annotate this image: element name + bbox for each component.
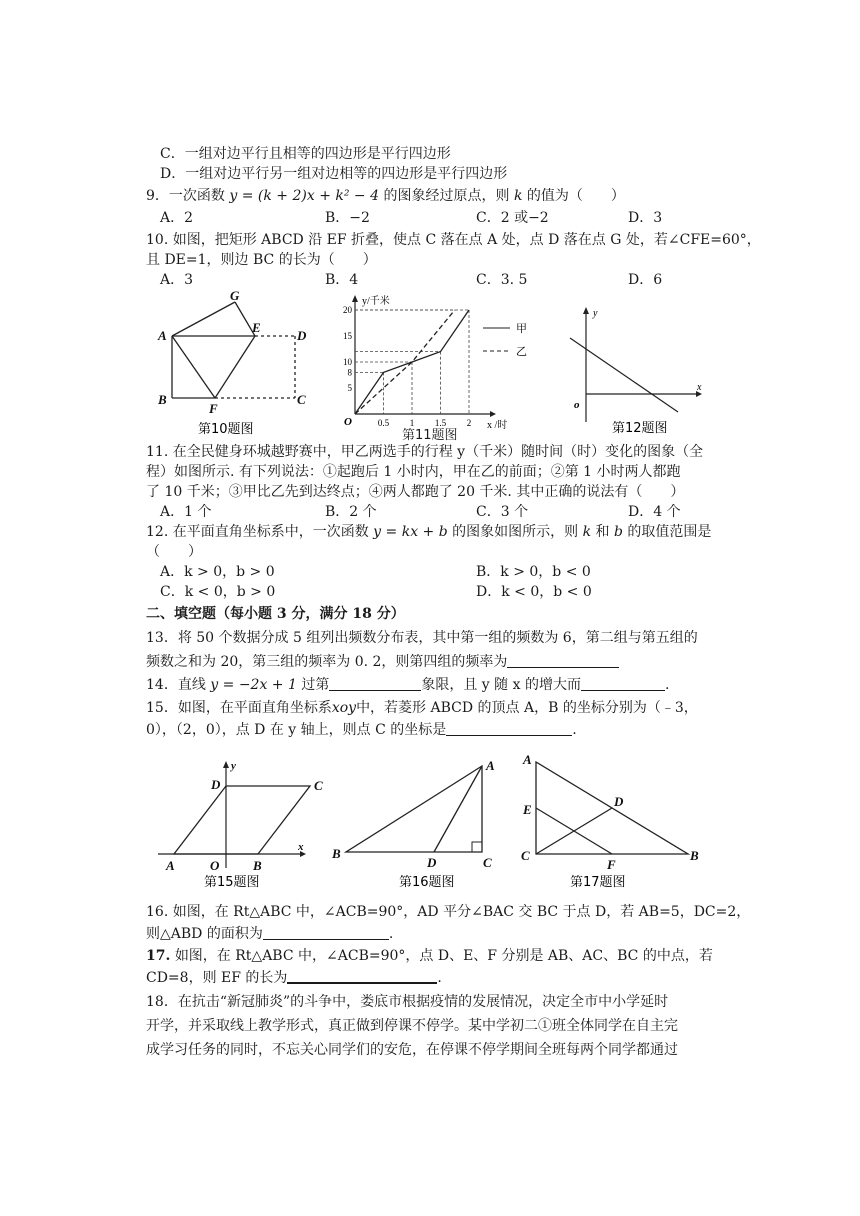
- fig12-y-arrow: [583, 307, 589, 314]
- fig11-x-arrow: [490, 411, 496, 417]
- q12-pre: 12. 在平面直角坐标系中，一次函数: [146, 524, 369, 540]
- q10-option-a: A．3: [160, 272, 194, 288]
- q14-pre: 14．直线: [146, 677, 206, 693]
- q12-post: 的取值范围是: [627, 524, 712, 540]
- fig11-xtick-label: 1: [409, 418, 415, 428]
- q14-end: .: [664, 677, 670, 693]
- q15-end: .: [572, 722, 577, 738]
- q15-pre: 15．如图，在平面直角坐标系: [146, 700, 332, 716]
- fig15-label-b: B: [253, 858, 262, 873]
- fig17-label-c: C: [521, 848, 530, 863]
- figure-12: [556, 302, 716, 438]
- q17-line-1-text: 如图，在 Rt△ABC 中，∠ACB=90°，点 D、E、F 分别是 AB、AC、BC 的中点，若: [174, 948, 713, 964]
- q12-stem: [146, 522, 711, 542]
- q11-line-3: 了 10 千米；③甲比乙先到达终点；④两人都跑了 20 千米. 其中正确的说法有（ ）: [146, 484, 685, 500]
- fig11-legend-jia: 甲: [516, 323, 527, 335]
- fig11-origin: O: [344, 416, 352, 428]
- q13-answer-blank[interactable]: [507, 653, 619, 668]
- fig16-label-b: B: [332, 846, 341, 861]
- fig10-label-e: E: [252, 320, 261, 335]
- q17-answer-blank[interactable]: [287, 968, 437, 984]
- fig16-label-c: C: [483, 855, 492, 870]
- fig16-label-d: D: [427, 855, 437, 870]
- fig12-y-label: y: [593, 308, 598, 319]
- fig17-label-b: B: [690, 848, 699, 863]
- figure-10: [150, 286, 320, 438]
- q12-mid: 的图象如图所示，则: [452, 524, 579, 540]
- q15-line-1: [146, 698, 698, 718]
- fig11-xtick-label: 0.5: [377, 418, 390, 428]
- q16-answer-blank[interactable]: [263, 925, 389, 940]
- q15-line-2-text: 0），（2，0），点 D 在 y 轴上，则点 C 的坐标是: [146, 722, 447, 738]
- figure-11: [340, 292, 540, 442]
- fig10-fold-ef: [215, 336, 255, 398]
- q17-end: .: [437, 970, 442, 986]
- fig11-caption: 第11题图: [402, 428, 458, 443]
- q11-option-b: B．2 个: [325, 504, 377, 520]
- q12-k: k: [582, 524, 592, 540]
- fig11-ytick-label: 20: [343, 305, 352, 315]
- fig11-xlabel: x /时: [487, 420, 508, 431]
- q11-option-d: D．4 个: [628, 504, 681, 520]
- q10-line-1: 10. 如图，把矩形 ABCD 沿 EF 折叠，使点 C 落在点 A 处，点 D 落在点 G 处，若∠CFE=60°，: [146, 232, 761, 248]
- q12-formula: y = kx + b: [373, 524, 448, 540]
- q9-formula: y = (k + 2)x + k² − 4: [229, 188, 380, 204]
- fig10-label-g: G: [230, 288, 240, 303]
- q15-sys: xoy: [331, 700, 357, 716]
- q11-option-c: C．3 个: [476, 504, 529, 520]
- q13-line-2: [146, 652, 619, 672]
- q10-option-d: D．6: [628, 272, 663, 288]
- fig16-caption: 第16题图: [399, 875, 455, 890]
- q13-line-2-text: 频数之和为 20，第三组的频率为 0. 2，则第四组的频率为: [146, 654, 508, 670]
- fig10-edge-ag: [172, 302, 235, 336]
- q9-post: 的图象经过原点，则: [383, 188, 510, 204]
- figure-15: [150, 756, 323, 892]
- section-2-title: 二、填空题（每小题 3 分，满分 18 分）: [146, 606, 405, 622]
- fig11-ytick-label: 5: [347, 383, 352, 393]
- q12-option-b: B．k > 0，b < 0: [476, 564, 591, 580]
- q16-line-2: [146, 924, 393, 944]
- q9-option-b: B．−2: [325, 210, 370, 226]
- q9-option-d: D．3: [628, 210, 663, 226]
- q18-line-3: 成学习任务的同时，不忘关心同学们的安危，在停课不停学期间全班每两个同学都通过: [146, 1042, 678, 1058]
- q9-option-c: C．2 或−2: [476, 210, 549, 226]
- q8-option-c: C．一组对边平行且相等的四边形是平行四边形: [160, 146, 451, 162]
- fig17-caption: 第17题图: [570, 875, 626, 890]
- fig15-label-x: x: [298, 841, 304, 853]
- q12-option-d: D．k < 0，b < 0: [476, 584, 592, 600]
- fig11-series-yi: [355, 310, 455, 414]
- figure-16: [326, 756, 506, 892]
- fig11-ylabel: y/千米: [362, 296, 390, 307]
- q12-b: b: [613, 524, 623, 540]
- q9-tail: 的值为（ ）: [526, 188, 625, 204]
- q9-pre: 9．一次函数: [146, 188, 225, 204]
- q12-line-2: （ ）: [146, 544, 202, 560]
- fig12-origin: o: [574, 399, 580, 411]
- fig10-label-d: D: [297, 328, 307, 343]
- fig10-caption: 第10题图: [198, 422, 254, 437]
- fig10-label-a: A: [158, 328, 167, 343]
- q15-post: 中，若菱形 ABCD 的顶点 A，B 的坐标分别为（﹣3，: [356, 700, 698, 716]
- fig17-label-d: D: [614, 794, 624, 809]
- q15-line-2: [146, 720, 577, 740]
- fig16-label-a: A: [486, 758, 495, 773]
- fig11-ytick-label: 15: [343, 331, 352, 341]
- q12-option-a: A．k > 0，b > 0: [160, 564, 275, 580]
- figure-17: [516, 748, 716, 892]
- q14-answer-blank-2[interactable]: [581, 676, 665, 691]
- q16-end: .: [388, 926, 394, 942]
- fig11-ytick-label: 10: [343, 357, 352, 367]
- fig15-label-a: A: [166, 858, 175, 873]
- q14-mid2: 象限，且 y 随 x 的增大而: [421, 677, 581, 693]
- q9-option-a: A．2: [160, 210, 194, 226]
- q10-line-2: 且 DE=1，则边 BC 的长为（ ）: [146, 252, 377, 268]
- fig16-triangle-abc: [346, 766, 482, 852]
- fig10-label-b: B: [158, 392, 167, 407]
- q11-option-a: A．1 个: [160, 504, 212, 520]
- fig16-right-angle-mark: [472, 842, 482, 852]
- fig11-xtick-label: 2: [466, 418, 472, 428]
- q14-mid: 过第: [301, 677, 330, 693]
- q17-line-1: [146, 946, 713, 966]
- q10-option-b: B．4: [325, 272, 359, 288]
- fig10-label-f: F: [209, 401, 218, 416]
- q8-option-d: D．一组对边平行另一组对边相等的四边形是平行四边形: [160, 166, 508, 182]
- q14-answer-blank-1[interactable]: [329, 676, 421, 691]
- fig10-label-c: C: [297, 392, 306, 407]
- q15-answer-blank[interactable]: [446, 721, 572, 736]
- q12-and: 和: [595, 524, 610, 540]
- q9-var: k: [513, 188, 523, 204]
- fig15-label-o: O: [210, 858, 220, 873]
- q17-line-2-text: CD=8，则 EF 的长为: [146, 970, 288, 986]
- fig11-xtick-label: 1.5: [434, 418, 447, 428]
- q17-number: 17.: [146, 948, 171, 964]
- fig15-label-y: y: [231, 760, 236, 772]
- q14-stem: [146, 675, 669, 695]
- q17-line-2: [146, 968, 442, 988]
- fig15-caption: 第15题图: [204, 875, 260, 890]
- q11-line-2: 程）如图所示. 有下列说法：①起跑后 1 小时内，甲在乙的前面；②第 1 小时两人都跑: [146, 464, 681, 480]
- q18-line-2: 开学，并采取线上教学形式，真正做到停课不停学。某中学初二①班全体同学在自主完: [146, 1018, 678, 1034]
- q16-line-2-text: 则△ABD 的面积为: [146, 926, 263, 942]
- fig15-label-d: D: [211, 777, 221, 792]
- fig17-label-a: A: [523, 752, 532, 767]
- q16-line-1: 16. 如图，在 Rt△ABC 中，∠ACB=90°，AD 平分∠BAC 交 BC 于点 D，若 AB=5，DC=2，: [146, 904, 751, 920]
- fig10-edge-af: [172, 336, 215, 398]
- q13-line-1: 13．将 50 个数据分成 5 组列出频数分布表，其中第一组的频数为 6，第二组与第五组的: [146, 630, 698, 646]
- fig17-label-f: F: [607, 857, 616, 872]
- fig17-label-e: E: [523, 802, 532, 817]
- fig11-legend-yi: 乙: [516, 346, 527, 358]
- fig12-caption: 第12题图: [612, 421, 668, 436]
- fig16-bisector-ad: [434, 766, 482, 852]
- q18-line-1: 18．在抗击“新冠肺炎”的斗争中，娄底市根据疫情的发展情况，决定全市中小学延时: [146, 994, 669, 1010]
- fig15-label-c: C: [314, 778, 323, 793]
- q12-option-c: C．k < 0，b > 0: [160, 584, 276, 600]
- q10-option-c: C．3. 5: [476, 272, 528, 288]
- q14-formula: y = −2x + 1: [210, 677, 297, 693]
- fig11-y-arrow: [352, 295, 358, 302]
- fig12-x-label: x: [697, 382, 702, 393]
- fig11-ytick-label: 8: [347, 367, 352, 378]
- fig15-y-arrow: [223, 761, 229, 768]
- q9-stem: [146, 186, 625, 206]
- q11-line-1: 11. 在全民健身环城越野赛中，甲乙两选手的行程 y（千米）随时间（时）变化的图象（全: [146, 444, 704, 460]
- fig15-rhombus-abcd: [174, 786, 310, 854]
